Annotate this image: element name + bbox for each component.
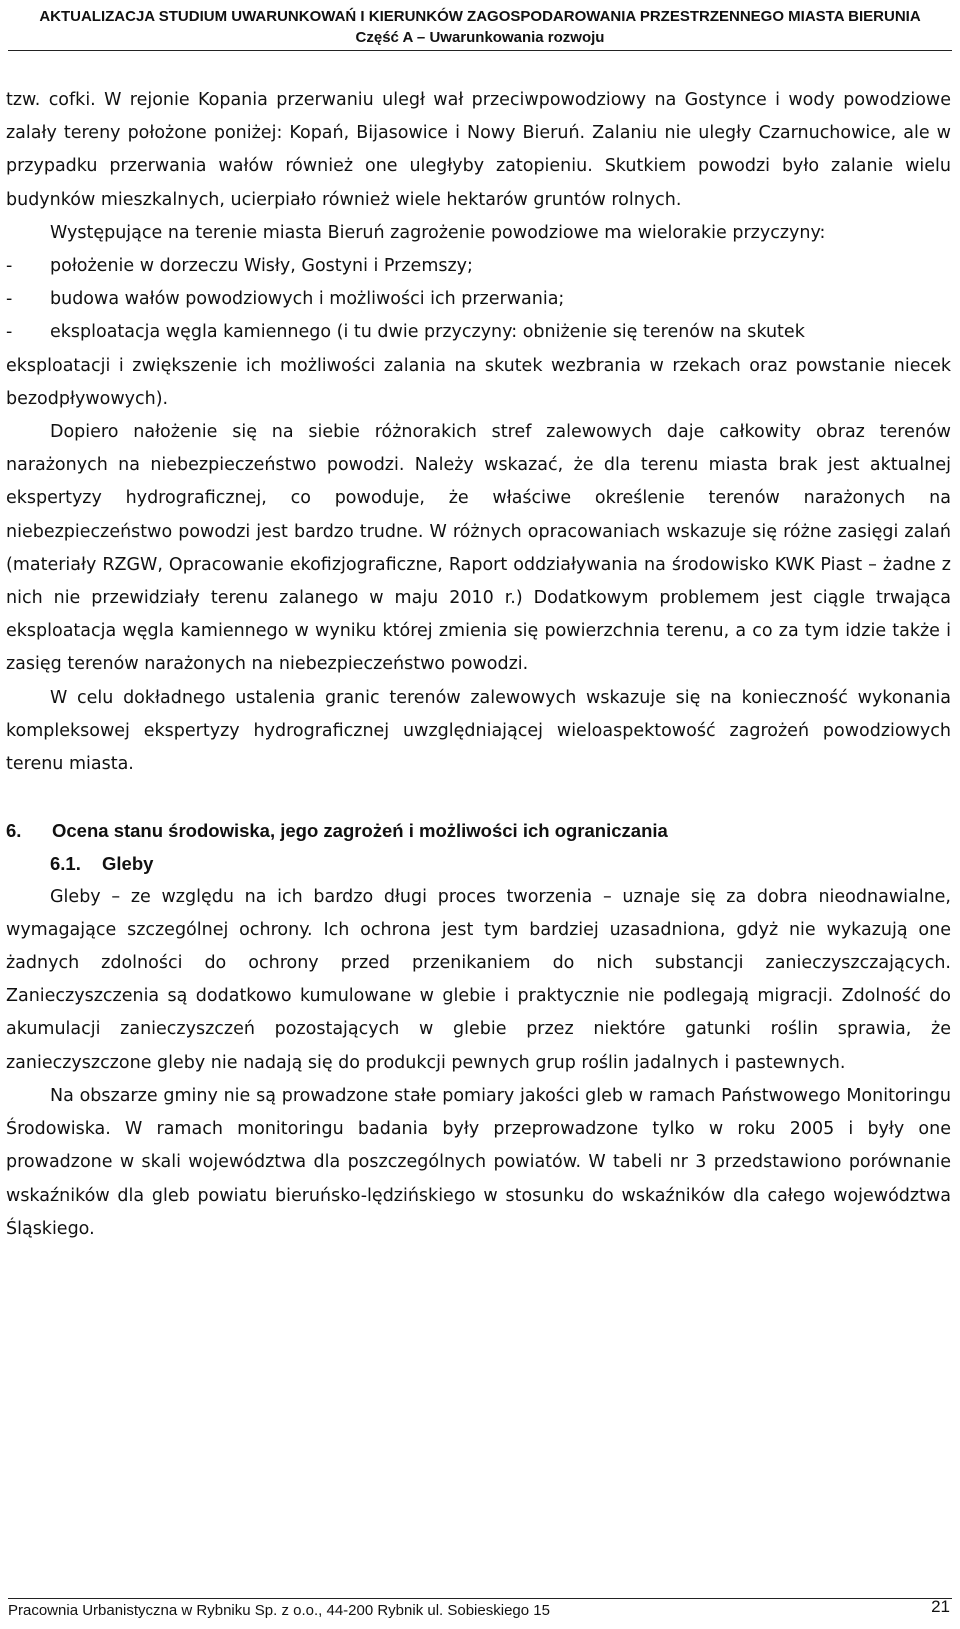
list-item-continuation: eksploatacji i zwiększenie ich możliwości zalania na skutek wezbrania w rzekach oraz powstanie niecek bezodpływowych). [6, 355, 951, 409]
header-title: AKTUALIZACJA STUDIUM UWARUNKOWAŃ I KIERUNKÓW ZAGOSPODAROWANIA PRZESTRZENNEGO MIASTA BIERUNIA [39, 8, 921, 25]
list-item [6, 283, 951, 316]
list-item-text: budowa wałów powodziowych i możliwości ich przerwania; [50, 289, 565, 310]
document-body [6, 84, 951, 1246]
paragraph-flood-2010: tzw. cofki. W rejonie Kopania przerwaniu uległ wał przeciwpowodziowy na Gostynce i wody powodziowe zalały tereny położone poniżej: Kopań, Bijasowice i Nowy Bieruń. Zalaniu nie uległy Czarnuchowice, ale w przypadku przerwania wałów również one uległyby zatopieniu. Skutkiem powodzi było zalanie wielu budynków mieszkalnych, ucierpiało również wiele hektarów gruntów rolnych. [6, 90, 951, 210]
page-header [8, 6, 952, 48]
list-item-text: eksploatacja węgla kamiennego (i tu dwie przyczyny: obniżenie się terenów na skutek [50, 322, 805, 343]
footer-divider [8, 1598, 952, 1599]
header-divider [8, 50, 952, 51]
list-dash: - [6, 256, 13, 277]
section-number: 6. [6, 820, 22, 842]
paragraph-flood-causes: Występujące na terenie miasta Bieruń zagrożenie powodziowe ma wielorakie przyczyny: [50, 222, 826, 243]
subsection-heading [6, 847, 951, 880]
paragraph-flood-zones: Dopiero nałożenie się na siebie różnorakich stref zalewowych daje całkowity obraz terenów narażonych na niebezpieczeństwo powodzi. Należy wskazać, że dla terenu miasta brak jest aktualnej ekspertyzy hydrograficznej, co powoduje, że właściwe określenie terenów narażonych na niebezpieczeństwo powodzi jest bardzo trudne. W różnych opracowaniach wskazuje się różne zasięgi zalań (materiały RZGW, Opracowanie ekofizjograficzne, Raport oddziaływania na środowisko KWK Piast – żadne z nich nie przewidziały terenu zalanego w maju 2010 r.) Dodatkowym problemem jest ciągle trwająca eksploatacja węgla kamiennego w wyniku której zmienia się powierzchnia terenu, a co za tym idzie także i zasięg terenów narażonych na niebezpieczeństwo powodzi. [6, 422, 951, 675]
list-item [6, 250, 951, 283]
section-heading [6, 814, 951, 847]
page-number: 21 [931, 1597, 950, 1616]
paragraph-soils: Gleby – ze względu na ich bardzo długi proces tworzenia – uznaje się za dobra nieodnawialne, wymagające szczególnej ochrony. Ich ochrona jest tym bardziej uzasadniona, gdyż nie wykazują one żadnych zdolności do ochrony przed przenikaniem do nich substancji zanieczyszczających. Zanieczyszczenia są dodatkowo kumulowane w glebie i praktycznie nie podlegają migracji. Zdolność do akumulacji zanieczyszczeń pozostających w glebie przez niektóre gatunki roślin sprawia, że zanieczyszczone gleby nie nadają się do produkcji pewnych grup roślin jadalnych i pastewnych. [6, 886, 951, 1073]
subsection-number: 6.1. [50, 853, 81, 875]
section-title: Ocena stanu środowiska, jego zagrożeń i możliwości ich ograniczania [52, 820, 668, 842]
list-item-text: położenie w dorzeczu Wisły, Gostyni i Przemszy; [50, 256, 473, 277]
list-dash: - [6, 322, 13, 343]
header-subtitle: Część A – Uwarunkowania rozwoju [355, 29, 605, 46]
list-item [6, 316, 951, 349]
paragraph-expertise: W celu dokładnego ustalenia granic terenów zalewowych wskazuje się na konieczność wykonania kompleksowej ekspertyzy hydrograficznej uwzględniającej wieloaspektowość zagrożeń powodziowych terenu miasta. [6, 687, 951, 775]
footer-company: Pracownia Urbanistyczna w Rybniku Sp. z o.o., 44-200 Rybnik ul. Sobieskiego 15 [8, 1602, 550, 1619]
subsection-title: Gleby [102, 853, 154, 875]
list-dash: - [6, 289, 13, 310]
paragraph-soil-monitoring: Na obszarze gminy nie są prowadzone stałe pomiary jakości gleb w ramach Państwowego Monitoringu Środowiska. W ramach monitoringu badania były przeprowadzone tylko w roku 2005 i były one prowadzone w skali województwa dla poszczególnych powiatów. W tabeli nr 3 przedstawiono porównanie wskaźników dla gleb powiatu bieruńsko-lędzińskiego w stosunku do wskaźników dla całego województwa Śląskiego. [6, 1085, 951, 1239]
